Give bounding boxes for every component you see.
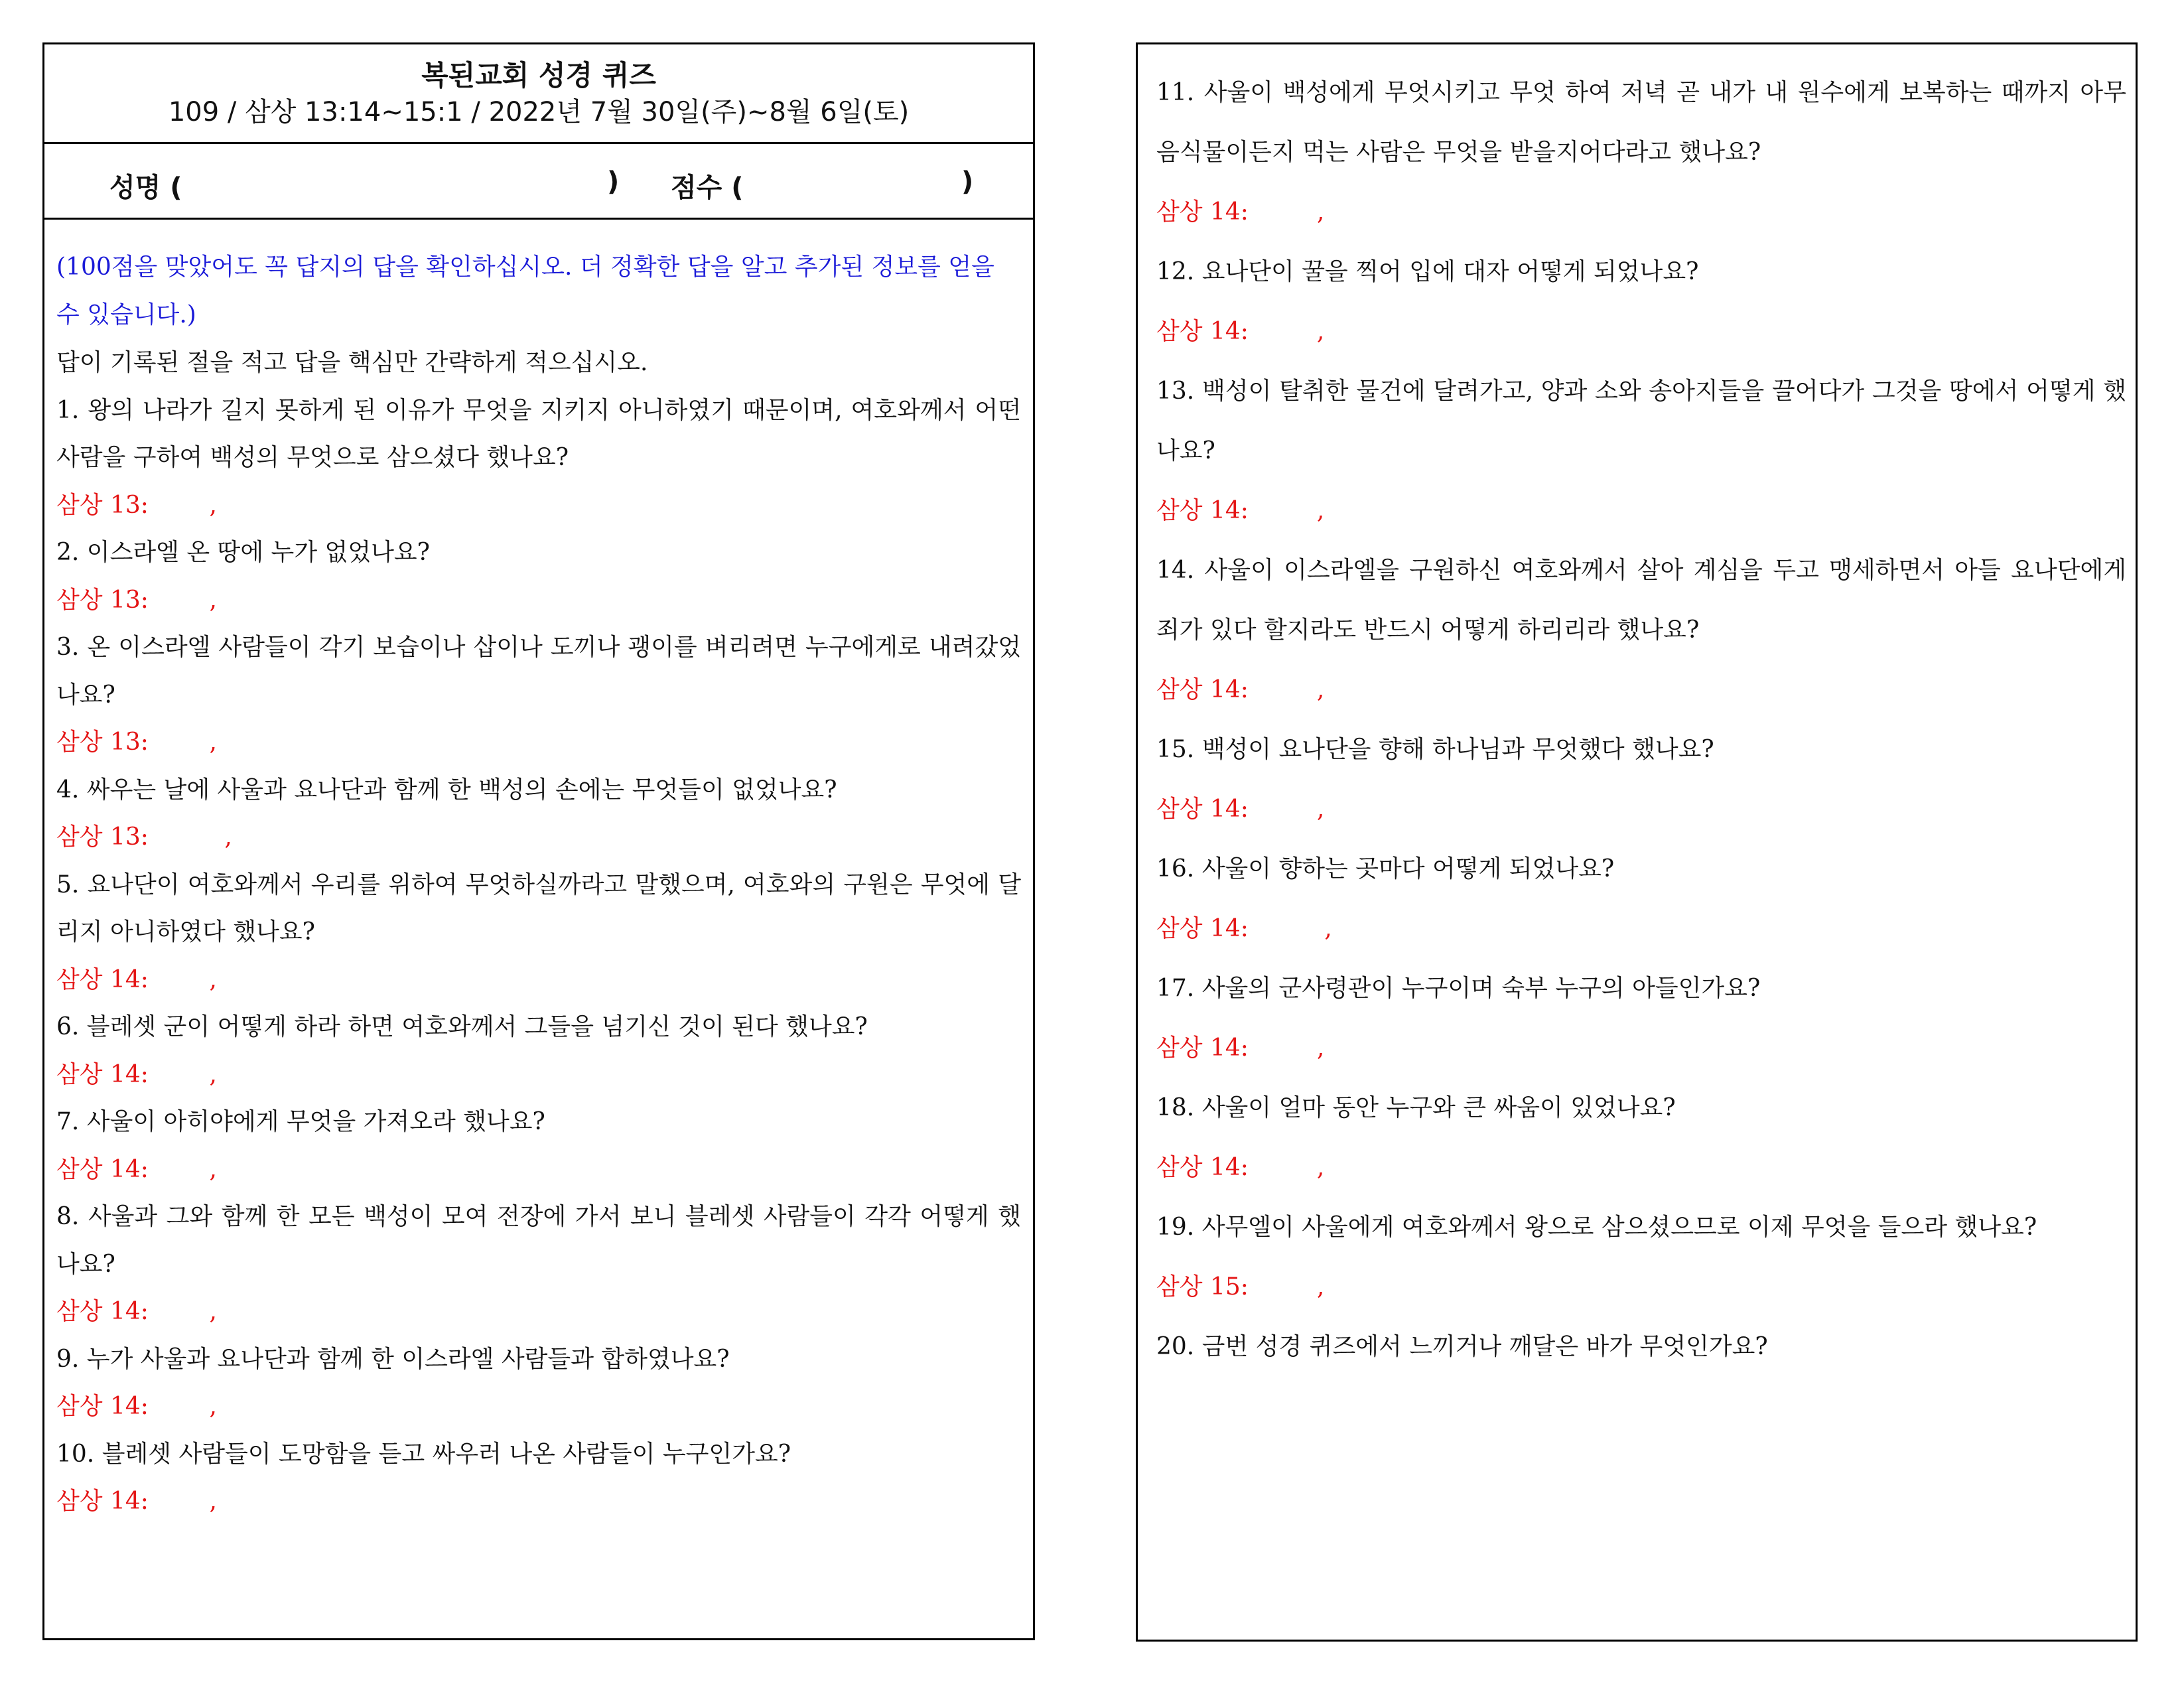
question-item [1156,242,2126,362]
question-item [1156,362,2126,541]
question-text: 13. 백성이 탈취한 물건에 달려가고, 양과 소와 송아지들을 끌어다가 그것을 땅에서 어떻게 했나요? [1156,378,2126,464]
answer-reference[interactable]: 삼상 13: , [56,729,217,756]
right-question-list [1138,44,2136,1377]
left-question-list [44,220,1033,1525]
name-field-close: ) [607,167,620,197]
name-score-bar [44,144,1033,220]
question-text: 3. 온 이스라엘 사람들이 각기 보습이나 삽이나 도끼나 괭이를 벼리려면 누구에게로 내려갔었나요? [56,634,1021,709]
answer-reference[interactable]: 삼상 14: , [1156,318,1325,345]
answer-reference[interactable]: 삼상 14: , [1156,915,1332,942]
quiz-title: 복된교회 성경 퀴즈 [421,59,656,92]
notice-text: (100점을 맞았어도 꼭 답지의 답을 확인하십시오. 더 정확한 답을 알고 추가된 정보를 얻을 수 있습니다.) [56,253,994,328]
question-text: 19. 사무엘이 사울에게 여호와께서 왕으로 삼으셨으므로 이제 무엇을 들으라 했나요? [1156,1214,2037,1241]
quiz-sheet-right [1136,42,2138,1642]
answer-reference[interactable]: 삼상 14: , [1156,1154,1325,1181]
answer-reference[interactable]: 삼상 14: , [56,1060,217,1088]
answer-reference[interactable]: 삼상 14: , [1156,676,1325,703]
question-text: 11. 사울이 백성에게 무엇시키고 무엇 하여 저녁 곧 내가 내 원수에게 보복하는 때까지 아무 음식물이든지 먹는 사람은 무엇을 받을지어다라고 했나요? [1156,79,2126,166]
question-text: 2. 이스라엘 온 땅에 누가 없었나요? [56,539,430,566]
quiz-header [44,44,1033,144]
score-field-close: ) [961,167,974,197]
question-text: 10. 블레셋 사람들이 도망함을 듣고 싸우러 나온 사람들이 누구인가요? [56,1440,791,1468]
question-item [1156,1317,2126,1377]
quiz-subtitle: 109 / 삼상 13:14~15:1 / 2022년 7월 30일(주)~8월 6일(토) [168,97,910,127]
question-text: 5. 요나단이 여호와께서 우리를 위하여 무엇하실까라고 말했으며, 여호와의 구원은 무엇에 달리지 아니하였다 했나요? [56,871,1021,946]
name-label: 성명 ( [109,173,182,203]
question-text: 4. 싸우는 날에 사울과 요나단과 함께 한 백성의 손에는 무엇들이 없었나요? [56,776,837,804]
answer-reference[interactable]: 삼상 14: , [56,1155,217,1183]
question-item [1156,959,2126,1078]
answer-reference[interactable]: 삼상 13: , [56,823,232,851]
question-text: 20. 금번 성경 퀴즈에서 느끼거나 깨달은 바가 무엇인가요? [1156,1333,1768,1360]
question-item [1156,63,2126,242]
answer-reference[interactable]: 삼상 14: , [56,1488,217,1515]
score-label: 점수 ( [671,173,744,203]
question-item [56,861,1021,1004]
question-item [1156,1198,2126,1317]
question-text: 8. 사울과 그와 함께 한 모든 백성이 모여 전장에 가서 보니 블레셋 사람들이 각각 어떻게 했나요? [56,1203,1021,1278]
question-text: 1. 왕의 나라가 길지 못하게 된 이유가 무엇을 지키지 아니하였기 때문이며, 여호와께서 어떤 사람을 구하여 백성의 무엇으로 삼으셨다 했나요? [56,396,1021,471]
answer-reference[interactable]: 삼상 13: , [56,586,217,614]
question-item [56,766,1021,861]
question-item [1156,1078,2126,1198]
question-item [56,529,1021,624]
question-text: 6. 블레셋 군이 어떻게 하라 하면 여호와께서 그들을 넘기신 것이 된다 했나요? [56,1013,868,1040]
question-text: 7. 사울이 아히야에게 무엇을 가져오라 했나요? [56,1108,545,1135]
question-item [56,387,1021,529]
question-item [1156,720,2126,839]
answer-reference[interactable]: 삼상 13: , [56,491,217,519]
question-item [56,1431,1021,1525]
question-text: 12. 요나단이 꿀을 찍어 입에 대자 어떻게 되었나요? [1156,258,1699,285]
question-text: 15. 백성이 요나단을 향해 하나님과 무엇했다 했나요? [1156,736,1714,763]
answer-reference[interactable]: 삼상 14: , [56,1298,217,1325]
question-item [56,1193,1021,1336]
answer-reference[interactable]: 삼상 14: , [1156,796,1325,823]
answer-reference[interactable]: 삼상 14: , [56,965,217,993]
answer-reference[interactable]: 삼상 15: , [1156,1273,1325,1301]
answer-reference[interactable]: 삼상 14: , [1156,1034,1325,1062]
question-item [1156,541,2126,720]
question-text: 14. 사울이 이스라엘을 구원하신 여호와께서 살아 계심을 두고 맹세하면서 아들 요나단에게 죄가 있다 할지라도 반드시 어떻게 하리리라 했나요? [1156,557,2126,644]
question-text: 18. 사울이 얼마 동안 누구와 큰 싸움이 있었나요? [1156,1094,1676,1121]
answer-reference[interactable]: 삼상 14: , [1156,198,1325,226]
question-item [56,1003,1021,1098]
instruction-text: 답이 기록된 절을 적고 답을 핵심만 간략하게 적으십시오. [56,349,648,376]
answer-reference[interactable]: 삼상 14: , [56,1393,217,1420]
question-item [1156,839,2126,959]
question-item [56,624,1021,766]
question-item [56,1336,1021,1431]
quiz-sheet-left [42,42,1035,1640]
question-text: 9. 누가 사울과 요나단과 함께 한 이스라엘 사람들과 합하였나요? [56,1345,730,1373]
question-item [56,1098,1021,1193]
question-text: 17. 사울의 군사령관이 누구이며 숙부 누구의 아들인가요? [1156,975,1761,1002]
question-text: 16. 사울이 향하는 곳마다 어떻게 되었나요? [1156,855,1615,882]
answer-reference[interactable]: 삼상 14: , [1156,497,1325,524]
